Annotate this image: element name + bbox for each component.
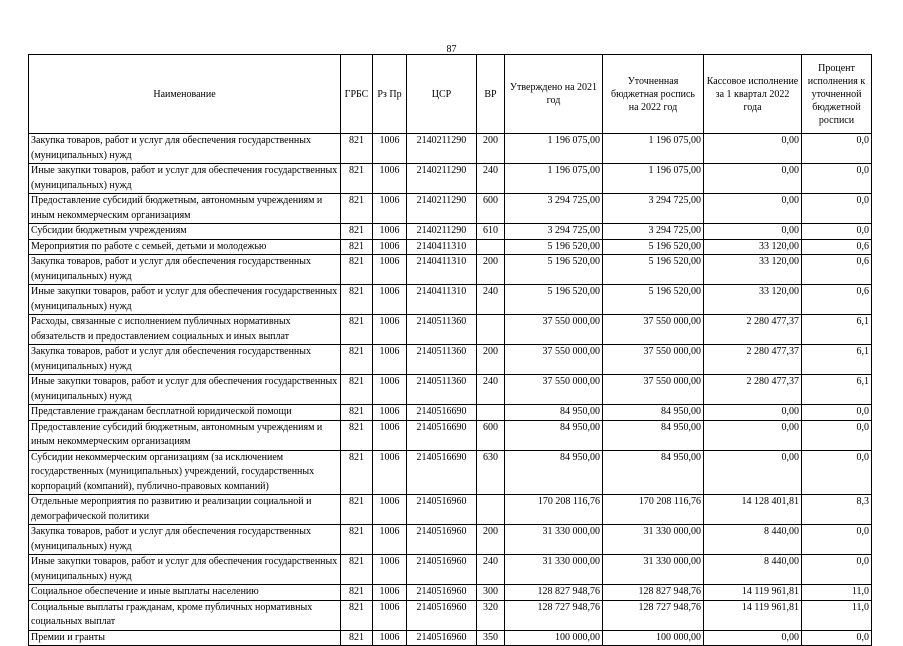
- cell-grbs: 821: [341, 450, 373, 495]
- cell-csr: 2140511360: [407, 375, 477, 405]
- cell-cash: 33 120,00: [704, 239, 802, 255]
- cell-percent: 0,0: [802, 224, 872, 240]
- cell-percent: 6,1: [802, 345, 872, 375]
- cell-percent: 0,6: [802, 255, 872, 285]
- cell-percent: 0,0: [802, 525, 872, 555]
- table-row: [29, 420, 872, 450]
- cell-cash: 14 119 961,81: [704, 585, 802, 601]
- cell-approved: 170 208 116,76: [505, 495, 603, 525]
- cell-name: Социальные выплаты гражданам, кроме публичных нормативных социальных выплат: [29, 600, 341, 630]
- cell-grbs: 821: [341, 255, 373, 285]
- cell-name: Премии и гранты: [29, 630, 341, 646]
- cell-percent: 0,0: [802, 555, 872, 585]
- cell-rzpr: 1006: [373, 345, 407, 375]
- cell-refined: 1 196 075,00: [603, 134, 704, 164]
- cell-rzpr: 1006: [373, 134, 407, 164]
- cell-grbs: 821: [341, 555, 373, 585]
- cell-name: Представление гражданам бесплатной юридической помощи: [29, 405, 341, 421]
- cell-csr: 2140516690: [407, 405, 477, 421]
- cell-refined: 5 196 520,00: [603, 285, 704, 315]
- cell-grbs: 821: [341, 134, 373, 164]
- cell-refined: 3 294 725,00: [603, 194, 704, 224]
- table-row: [29, 585, 872, 601]
- cell-percent: 0,0: [802, 194, 872, 224]
- cell-percent: 11,0: [802, 585, 872, 601]
- cell-rzpr: 1006: [373, 420, 407, 450]
- cell-vr: 200: [477, 255, 505, 285]
- cell-rzpr: 1006: [373, 285, 407, 315]
- cell-rzpr: 1006: [373, 194, 407, 224]
- cell-grbs: 821: [341, 375, 373, 405]
- cell-csr: 2140411310: [407, 285, 477, 315]
- cell-vr: 350: [477, 630, 505, 646]
- cell-cash: 0,00: [704, 164, 802, 194]
- cell-rzpr: 1006: [373, 450, 407, 495]
- cell-rzpr: 1006: [373, 164, 407, 194]
- cell-vr: 200: [477, 134, 505, 164]
- cell-grbs: 821: [341, 239, 373, 255]
- cell-approved: 128 727 948,76: [505, 600, 603, 630]
- cell-cash: 33 120,00: [704, 255, 802, 285]
- cell-approved: 31 330 000,00: [505, 525, 603, 555]
- col-header-cash: Кассовое исполнение за 1 квартал 2022 года: [704, 55, 802, 134]
- cell-csr: 2140211290: [407, 194, 477, 224]
- cell-rzpr: 1006: [373, 525, 407, 555]
- cell-grbs: 821: [341, 405, 373, 421]
- cell-csr: 2140516960: [407, 585, 477, 601]
- cell-name: Предоставление субсидий бюджетным, автономным учреждениям и иным некоммерческим организациям: [29, 194, 341, 224]
- table-body: [29, 134, 872, 646]
- cell-percent: 0,0: [802, 164, 872, 194]
- cell-vr: 240: [477, 375, 505, 405]
- cell-approved: 84 950,00: [505, 420, 603, 450]
- cell-csr: 2140516960: [407, 630, 477, 646]
- cell-vr: 200: [477, 525, 505, 555]
- cell-approved: 31 330 000,00: [505, 555, 603, 585]
- cell-percent: 0,0: [802, 405, 872, 421]
- cell-percent: 0,0: [802, 420, 872, 450]
- cell-percent: 6,1: [802, 315, 872, 345]
- cell-grbs: 821: [341, 525, 373, 555]
- col-header-approved: Утверждено на 2021 год: [505, 55, 603, 134]
- cell-grbs: 821: [341, 420, 373, 450]
- cell-refined: 128 827 948,76: [603, 585, 704, 601]
- col-header-name: Наименование: [29, 55, 341, 134]
- cell-cash: 14 119 961,81: [704, 600, 802, 630]
- cell-refined: 100 000,00: [603, 630, 704, 646]
- cell-grbs: 821: [341, 315, 373, 345]
- cell-approved: 84 950,00: [505, 450, 603, 495]
- cell-name: Субсидии некоммерческим организациям (за исключением государственных (муниципальных) учреждений, государственных корпораций (компаний), публично-правовых компаний): [29, 450, 341, 495]
- table-row: [29, 239, 872, 255]
- cell-name: Предоставление субсидий бюджетным, автономным учреждениям и иным некоммерческим организациям: [29, 420, 341, 450]
- cell-rzpr: 1006: [373, 375, 407, 405]
- cell-vr: [477, 405, 505, 421]
- cell-approved: 3 294 725,00: [505, 194, 603, 224]
- cell-grbs: 821: [341, 600, 373, 630]
- cell-rzpr: 1006: [373, 224, 407, 240]
- cell-name: Закупка товаров, работ и услуг для обеспечения государственных (муниципальных) нужд: [29, 345, 341, 375]
- cell-rzpr: 1006: [373, 555, 407, 585]
- cell-grbs: 821: [341, 345, 373, 375]
- cell-csr: 2140211290: [407, 164, 477, 194]
- cell-approved: 1 196 075,00: [505, 164, 603, 194]
- cell-rzpr: 1006: [373, 405, 407, 421]
- table-row: [29, 600, 872, 630]
- table-row: [29, 285, 872, 315]
- cell-cash: 8 440,00: [704, 525, 802, 555]
- cell-approved: 128 827 948,76: [505, 585, 603, 601]
- cell-rzpr: 1006: [373, 585, 407, 601]
- cell-refined: 84 950,00: [603, 420, 704, 450]
- cell-cash: 0,00: [704, 420, 802, 450]
- cell-cash: 8 440,00: [704, 555, 802, 585]
- cell-csr: 2140511360: [407, 345, 477, 375]
- cell-name: Отдельные мероприятия по развитию и реализации социальной и демографической политики: [29, 495, 341, 525]
- cell-approved: 37 550 000,00: [505, 315, 603, 345]
- cell-refined: 31 330 000,00: [603, 555, 704, 585]
- cell-csr: 2140516960: [407, 495, 477, 525]
- col-header-csr: ЦСР: [407, 55, 477, 134]
- cell-cash: 0,00: [704, 405, 802, 421]
- cell-rzpr: 1006: [373, 600, 407, 630]
- cell-refined: 3 294 725,00: [603, 224, 704, 240]
- table-row: [29, 630, 872, 646]
- cell-percent: 6,1: [802, 375, 872, 405]
- col-header-vr: ВР: [477, 55, 505, 134]
- table-row: [29, 164, 872, 194]
- cell-name: Субсидии бюджетным учреждениям: [29, 224, 341, 240]
- cell-approved: 84 950,00: [505, 405, 603, 421]
- cell-vr: 630: [477, 450, 505, 495]
- cell-name: Закупка товаров, работ и услуг для обеспечения государственных (муниципальных) нужд: [29, 255, 341, 285]
- cell-refined: 84 950,00: [603, 405, 704, 421]
- cell-vr: 240: [477, 555, 505, 585]
- cell-vr: 600: [477, 194, 505, 224]
- cell-vr: [477, 239, 505, 255]
- cell-cash: 2 280 477,37: [704, 345, 802, 375]
- cell-rzpr: 1006: [373, 630, 407, 646]
- cell-name: Иные закупки товаров, работ и услуг для обеспечения государственных (муниципальных) нужд: [29, 555, 341, 585]
- cell-vr: [477, 315, 505, 345]
- cell-csr: 2140516690: [407, 450, 477, 495]
- cell-vr: 200: [477, 345, 505, 375]
- cell-cash: 2 280 477,37: [704, 375, 802, 405]
- cell-refined: 31 330 000,00: [603, 525, 704, 555]
- cell-refined: 128 727 948,76: [603, 600, 704, 630]
- cell-name: Закупка товаров, работ и услуг для обеспечения государственных (муниципальных) нужд: [29, 525, 341, 555]
- cell-cash: 0,00: [704, 224, 802, 240]
- cell-name: Закупка товаров, работ и услуг для обеспечения государственных (муниципальных) нужд: [29, 134, 341, 164]
- cell-cash: 0,00: [704, 134, 802, 164]
- table-row: [29, 224, 872, 240]
- cell-refined: 37 550 000,00: [603, 345, 704, 375]
- cell-csr: 2140516960: [407, 525, 477, 555]
- col-header-percent: Процент исполнения к уточненной бюджетной росписи: [802, 55, 872, 134]
- cell-rzpr: 1006: [373, 239, 407, 255]
- cell-percent: 11,0: [802, 600, 872, 630]
- cell-refined: 37 550 000,00: [603, 375, 704, 405]
- cell-approved: 5 196 520,00: [505, 239, 603, 255]
- cell-percent: 0,6: [802, 239, 872, 255]
- cell-rzpr: 1006: [373, 495, 407, 525]
- col-header-refined: Уточненная бюджетная роспись на 2022 год: [603, 55, 704, 134]
- cell-approved: 37 550 000,00: [505, 375, 603, 405]
- cell-refined: 5 196 520,00: [603, 255, 704, 285]
- cell-approved: 100 000,00: [505, 630, 603, 646]
- cell-percent: 0,0: [802, 450, 872, 495]
- cell-percent: 8,3: [802, 495, 872, 525]
- cell-vr: 320: [477, 600, 505, 630]
- cell-refined: 1 196 075,00: [603, 164, 704, 194]
- table-row: [29, 450, 872, 495]
- cell-name: Иные закупки товаров, работ и услуг для обеспечения государственных (муниципальных) нужд: [29, 375, 341, 405]
- cell-grbs: 821: [341, 585, 373, 601]
- table-row: [29, 375, 872, 405]
- table-row: [29, 315, 872, 345]
- cell-cash: 0,00: [704, 630, 802, 646]
- cell-percent: 0,0: [802, 134, 872, 164]
- cell-refined: 84 950,00: [603, 450, 704, 495]
- table-row: [29, 405, 872, 421]
- cell-grbs: 821: [341, 194, 373, 224]
- col-header-grbs: ГРБС: [341, 55, 373, 134]
- cell-grbs: 821: [341, 224, 373, 240]
- cell-cash: 14 128 401,81: [704, 495, 802, 525]
- cell-refined: 170 208 116,76: [603, 495, 704, 525]
- cell-csr: 2140411310: [407, 255, 477, 285]
- cell-cash: 2 280 477,37: [704, 315, 802, 345]
- cell-vr: 240: [477, 164, 505, 194]
- cell-name: Иные закупки товаров, работ и услуг для обеспечения государственных (муниципальных) нужд: [29, 164, 341, 194]
- cell-csr: 2140516960: [407, 555, 477, 585]
- table-row: [29, 525, 872, 555]
- page-number: 87: [446, 44, 457, 55]
- cell-name: Мероприятия по работе с семьей, детьми и молодежью: [29, 239, 341, 255]
- cell-rzpr: 1006: [373, 315, 407, 345]
- cell-rzpr: 1006: [373, 255, 407, 285]
- cell-approved: 3 294 725,00: [505, 224, 603, 240]
- table-header-row: [29, 55, 872, 134]
- cell-vr: 610: [477, 224, 505, 240]
- cell-csr: 2140211290: [407, 134, 477, 164]
- cell-grbs: 821: [341, 285, 373, 315]
- cell-vr: 240: [477, 285, 505, 315]
- cell-csr: 2140211290: [407, 224, 477, 240]
- cell-percent: 0,6: [802, 285, 872, 315]
- cell-approved: 1 196 075,00: [505, 134, 603, 164]
- cell-cash: 33 120,00: [704, 285, 802, 315]
- table-row: [29, 134, 872, 164]
- cell-name: Иные закупки товаров, работ и услуг для обеспечения государственных (муниципальных) нужд: [29, 285, 341, 315]
- cell-vr: [477, 495, 505, 525]
- cell-name: Расходы, связанные с исполнением публичных нормативных обязательств и предоставлением социальных и иных выплат: [29, 315, 341, 345]
- table-row: [29, 255, 872, 285]
- cell-csr: 2140511360: [407, 315, 477, 345]
- cell-cash: 0,00: [704, 450, 802, 495]
- cell-grbs: 821: [341, 630, 373, 646]
- col-header-rzpr: Рз Пр: [373, 55, 407, 134]
- cell-vr: 600: [477, 420, 505, 450]
- cell-vr: 300: [477, 585, 505, 601]
- table-row: [29, 555, 872, 585]
- cell-grbs: 821: [341, 495, 373, 525]
- cell-refined: 5 196 520,00: [603, 239, 704, 255]
- cell-csr: 2140516960: [407, 600, 477, 630]
- table-row: [29, 345, 872, 375]
- cell-percent: 0,0: [802, 630, 872, 646]
- table-row: [29, 194, 872, 224]
- cell-approved: 5 196 520,00: [505, 285, 603, 315]
- table-row: [29, 495, 872, 525]
- cell-name: Социальное обеспечение и иные выплаты населению: [29, 585, 341, 601]
- cell-approved: 37 550 000,00: [505, 345, 603, 375]
- cell-grbs: 821: [341, 164, 373, 194]
- cell-csr: 2140516690: [407, 420, 477, 450]
- budget-table: [28, 54, 872, 646]
- cell-csr: 2140411310: [407, 239, 477, 255]
- cell-cash: 0,00: [704, 194, 802, 224]
- cell-approved: 5 196 520,00: [505, 255, 603, 285]
- cell-refined: 37 550 000,00: [603, 315, 704, 345]
